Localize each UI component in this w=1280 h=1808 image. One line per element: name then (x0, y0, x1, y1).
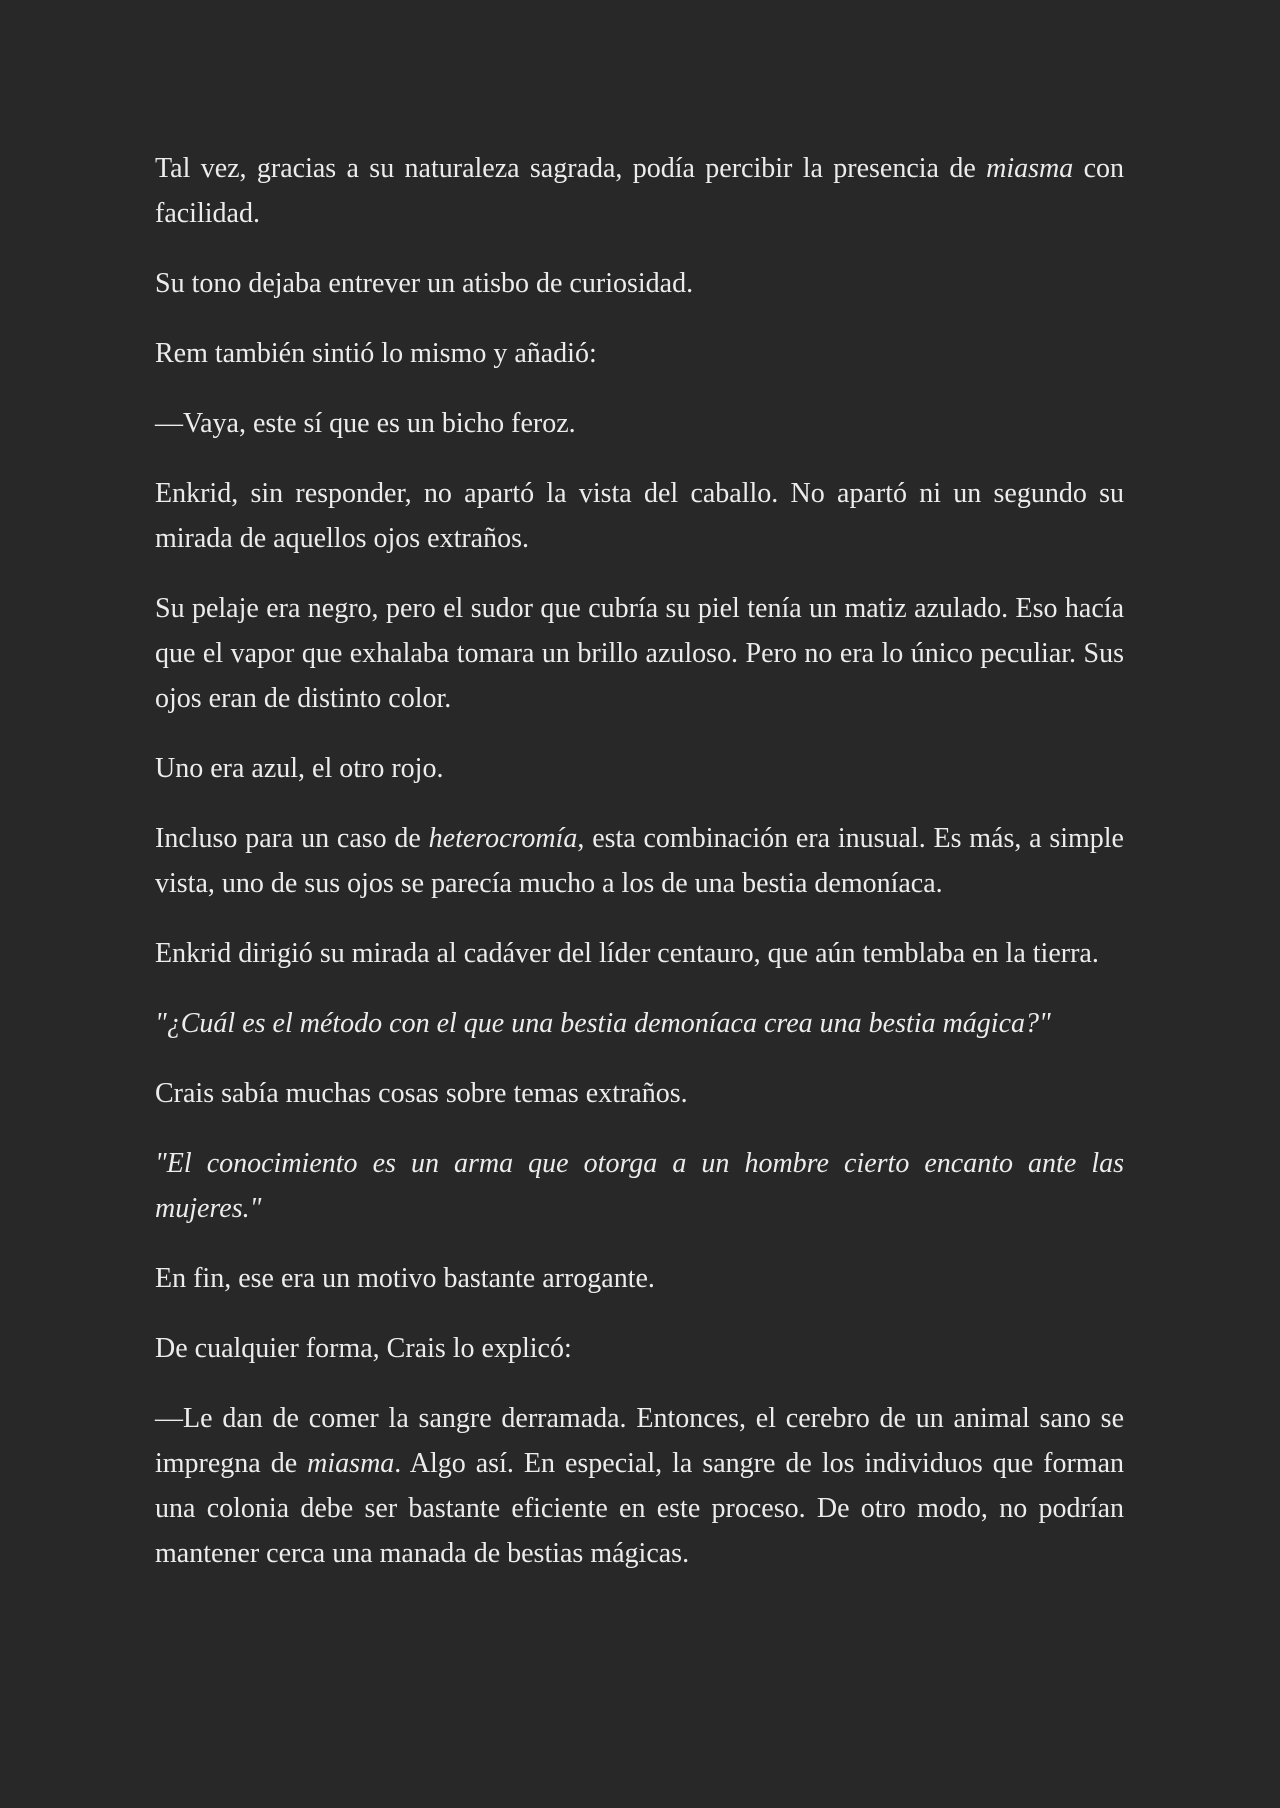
text-segment: . Algo así. En especial, la sangre de los individuos que forman una colonia debe ser bastante eficiente en este proceso. De otro modo, no podrían mantener cerca una manada de bestias mágicas. (155, 1448, 1125, 1569)
paragraph (155, 586, 1124, 721)
dialogue-paragraph (155, 1396, 1124, 1576)
text-segment: Crais sabía muchas cosas sobre temas extraños. (155, 1078, 688, 1109)
thought-paragraph (155, 1141, 1124, 1231)
text-segment: En fin, ese era un motivo bastante arrogante. (155, 1263, 655, 1294)
paragraph (155, 471, 1124, 561)
text-segment: Su tono dejaba entrever un atisbo de curiosidad. (155, 268, 694, 299)
text-segment: Su pelaje era negro, pero el sudor que cubría su piel tenía un matiz azulado. Eso hacía que el vapor que exhalaba tomara un brillo azuloso. Pero no era lo único peculiar. Sus ojos eran de distinto color. (155, 593, 1124, 714)
text-segment: "¿Cuál es el método con el que una bestia demoníaca crea una bestia mágica?" (155, 1008, 1051, 1039)
text-segment: Incluso para un caso de (155, 823, 429, 854)
italic-term: miasma (986, 153, 1074, 184)
paragraph (155, 1326, 1124, 1371)
text-segment: Tal vez, gracias a su naturaleza sagrada, podía percibir la presencia de (155, 153, 987, 184)
paragraph (155, 331, 1124, 376)
text-segment: —Le dan de comer la sangre derramada. Entonces, el cerebro de un animal sano se impregna de (155, 1403, 1124, 1479)
paragraph (155, 261, 1124, 306)
text-segment: De cualquier forma, Crais lo explicó: (155, 1333, 572, 1364)
paragraph (155, 1071, 1124, 1116)
italic-term: heterocromía (428, 823, 578, 854)
text-segment: Rem también sintió lo mismo y añadió: (155, 338, 597, 369)
paragraph (155, 746, 1124, 791)
text-segment: —Vaya, este sí que es un bicho feroz. (155, 408, 576, 439)
paragraph (155, 1256, 1124, 1301)
paragraph (155, 931, 1124, 976)
italic-term: miasma (307, 1448, 395, 1479)
text-segment: "El conocimiento es un arma que otorga a un hombre cierto encanto ante las mujeres." (155, 1148, 1124, 1224)
dialogue-paragraph (155, 401, 1124, 446)
paragraph (155, 816, 1124, 906)
text-segment: Uno era azul, el otro rojo. (155, 753, 444, 784)
chapter-text (155, 146, 1124, 1601)
text-segment: con facilidad. (155, 153, 1124, 229)
text-segment: Enkrid dirigió su mirada al cadáver del líder centauro, que aún temblaba en la tierra. (155, 938, 1099, 969)
text-segment: Enkrid, sin responder, no apartó la vista del caballo. No apartó ni un segundo su mirada de aquellos ojos extraños. (155, 478, 1124, 554)
paragraph (155, 146, 1124, 236)
text-segment: , esta combinación era inusual. Es más, a simple vista, uno de sus ojos se parecía mucho a los de una bestia demoníaca. (155, 823, 1124, 899)
thought-paragraph (155, 1001, 1124, 1046)
